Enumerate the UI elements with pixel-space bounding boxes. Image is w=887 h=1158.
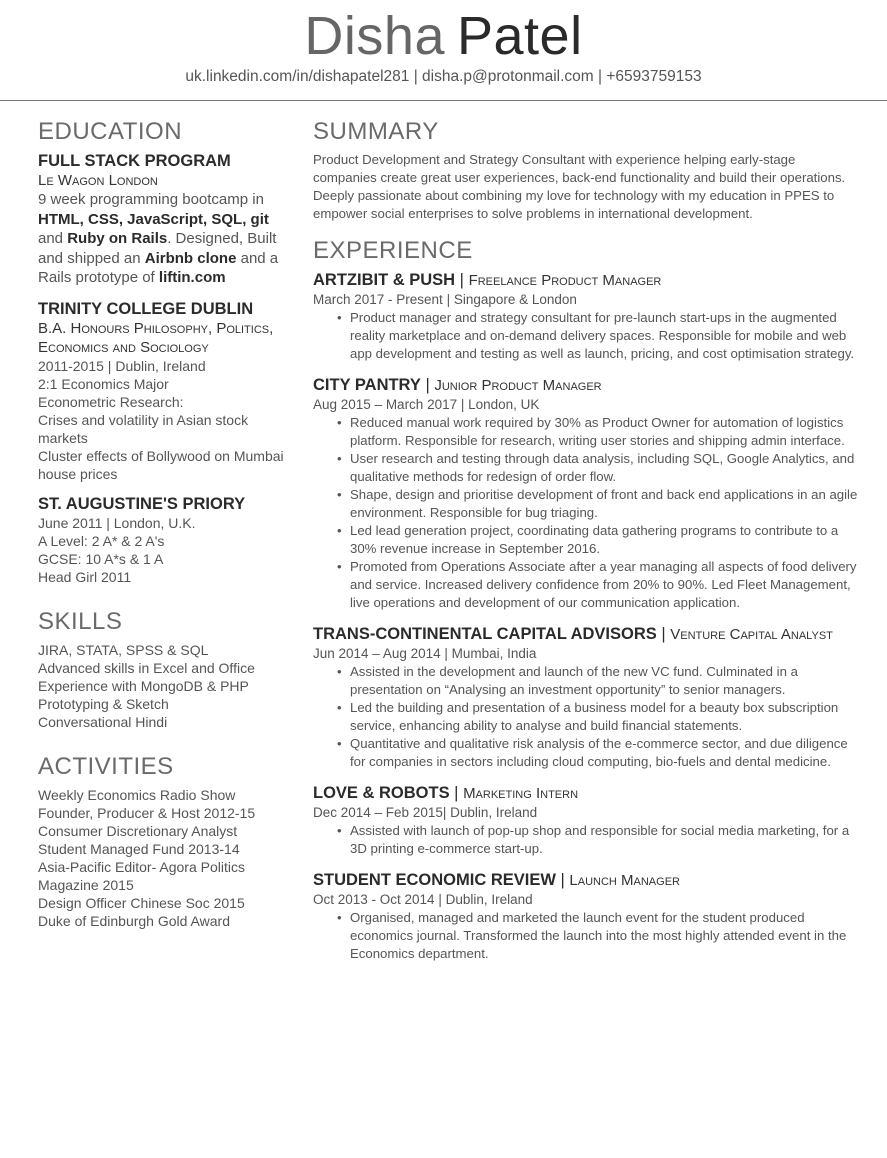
skill-item: Experience with MongoDB & PHP (38, 677, 249, 694)
activity-item: Duke of Edinburgh Gold Award (38, 912, 230, 929)
education-detail: Head Girl 2011 (38, 568, 132, 585)
bootcamp-project: liftin.com (158, 269, 226, 286)
activity-item: Asia-Pacific Editor- Agora Politics Magazine 2015 (38, 858, 245, 893)
job-dates-location: Jun 2014 – Aug 2014 | Mumbai, India (313, 646, 537, 661)
candidate-name (0, 4, 887, 68)
education-detail: June 2011 | London, U.K. (38, 514, 196, 531)
school-name: TRINITY COLLEGE DUBLIN (38, 299, 254, 318)
job-bullet: • Promoted from Operations Associate after a year managing all aspects of food delivery and service. Increased delivery confidence from 20% to 90%. Led Fleet Management, live operations and development of our communication application. (350, 558, 858, 612)
activity-item: Consumer Discretionary Analyst Student Managed Fund 2013-14 (38, 822, 240, 857)
job-dates-location: Dec 2014 – Feb 2015| Dublin, Ireland (313, 805, 538, 820)
bootcamp-text: . Designed, Built and shipped an (38, 230, 277, 267)
job-bullet: • Assisted in the development and launch of the new VC fund. Culminated in a presentation on “Analysing an investment opportunity” to senior managers. (350, 663, 858, 699)
education-entry (38, 494, 288, 586)
education-detail: 2:1 Economics Major (38, 375, 169, 392)
job-bullet: • Led the building and presentation of a business model for a beauty box subscription service, enhancing ability to analyse and build financial statements. (350, 699, 858, 735)
job-bullet: • Quantitative and qualitative risk analysis of the e-commerce sector, and due diligence for companies in sectors including cloud computing, bio-fuels and dental medicine. (350, 735, 858, 771)
job-bullet: • Organised, managed and marketed the launch event for the student produced economics journal. Transformed the launch into the most highly attended event in the Economics department. (350, 909, 858, 963)
job-bullets (313, 822, 858, 858)
resume-header (0, 0, 887, 102)
right-column (313, 118, 858, 975)
job-bullet: • User research and testing through data analysis, including SQL, Google Analytics, and qualitative methods for redesign of order flow. (350, 450, 858, 486)
skill-item: Conversational Hindi (38, 713, 168, 730)
job-heading: STUDENT ECONOMIC REVIEW | Launch Manager (313, 871, 680, 889)
company-name: CITY PANTRY (313, 376, 421, 394)
degree-title: B.A. Honours Philosophy, Politics, Economics and Sociology (38, 319, 274, 356)
job-heading: TRANS-CONTINENTAL CAPITAL ADVISORS | Venture Capital Analyst (313, 625, 833, 643)
school-subtitle: Le Wagon London (38, 172, 158, 189)
job-entry (313, 270, 858, 363)
job-dates-location: Aug 2015 – March 2017 | London, UK (313, 397, 540, 412)
job-bullets (313, 309, 858, 363)
contact-line: uk.linkedin.com/in/dishapatel281 | disha.p@protonmail.com | +6593759153 (185, 68, 702, 85)
job-entry (313, 783, 858, 858)
job-bullets (313, 663, 858, 771)
summary-title: SUMMARY (313, 118, 439, 145)
skill-item: Advanced skills in Excel and Office (38, 659, 255, 676)
skill-item: JIRA, STATA, SPSS & SQL (38, 641, 209, 658)
company-name: TRANS-CONTINENTAL CAPITAL ADVISORS (313, 625, 657, 643)
school-name: ST. AUGUSTINE'S PRIORY (38, 494, 246, 513)
summary-text: Product Development and Strategy Consultant with experience helping early-stage companies create great user experiences, back-end functionality and build their operations. Deeply passionate about combining my love for technology with my education in PPES to empower social enterprises to solve problems in international development. (313, 152, 846, 221)
job-dates-location: Oct 2013 - Oct 2014 | Dublin, Ireland (313, 892, 533, 907)
activity-item: Weekly Economics Radio Show Founder, Producer & Host 2012-15 (38, 786, 256, 821)
bootcamp-description (38, 190, 288, 288)
education-detail: GCSE: 10 A*s & 1 A (38, 550, 164, 567)
company-name: STUDENT ECONOMIC REVIEW (313, 871, 556, 889)
bootcamp-project: Airbnb clone (144, 249, 237, 267)
job-role: Launch Manager (569, 872, 680, 889)
company-name: LOVE & ROBOTS (313, 784, 450, 802)
bootcamp-text: and a Rails prototype of (38, 249, 279, 286)
bootcamp-text: 9 week programming bootcamp in (38, 191, 264, 208)
job-role: Venture Capital Analyst (670, 626, 833, 643)
job-role: Junior Product Manager (434, 377, 602, 394)
education-detail: Crises and volatility in Asian stock markets (38, 411, 249, 446)
job-role: Marketing Intern (463, 785, 579, 802)
bootcamp-text: and (38, 230, 68, 247)
education-detail: Econometric Research: (38, 393, 184, 410)
bootcamp-tech: HTML, CSS, JavaScript, SQL, git (38, 210, 269, 228)
activity-item: Design Officer Chinese Soc 2015 (38, 894, 245, 911)
job-bullet: • Led lead generation project, coordinating data gathering programs to contribute to a 30% revenue increase in September 2016. (350, 522, 858, 558)
last-name: Patel (456, 6, 583, 66)
education-detail: Cluster effects of Bollywood on Mumbai house prices (38, 447, 284, 482)
experience-title: EXPERIENCE (313, 237, 473, 264)
job-bullet: • Product manager and strategy consultant for pre-launch start-ups in the augmented reality marketplace and on-demand delivery spaces. Responsible for mobile and web app development and testing as well as launch, pricing, and cost optimisation strategy. (350, 309, 858, 363)
activities-title: ACTIVITIES (38, 752, 174, 780)
job-entry (313, 624, 858, 771)
job-heading: ARTZIBIT & PUSH | Freelance Product Manager (313, 271, 662, 289)
skill-item: Prototyping & Sketch (38, 695, 169, 712)
education-title: EDUCATION (38, 118, 183, 145)
first-name: Disha (304, 6, 445, 66)
header-divider (0, 100, 887, 101)
job-bullets (313, 909, 858, 963)
company-name: ARTZIBIT & PUSH (313, 271, 456, 289)
job-bullet: • Assisted with launch of pop-up shop and responsible for social media marketing, for a 3D printing e-commerce start-up. (350, 822, 858, 858)
education-entry (38, 299, 288, 483)
education-entry (38, 151, 288, 288)
left-column (38, 118, 288, 930)
skills-title: SKILLS (38, 607, 123, 635)
job-heading: LOVE & ROBOTS | Marketing Intern (313, 784, 579, 802)
bootcamp-tech: Ruby on Rails (67, 230, 168, 247)
job-entry (313, 375, 858, 612)
education-detail: 2011-2015 | Dublin, Ireland (38, 357, 206, 374)
job-bullet: • Shape, design and prioritise development of front and back end applications in an agile environment. Responsible for bug triaging. (350, 486, 858, 522)
job-heading: CITY PANTRY | Junior Product Manager (313, 376, 602, 394)
job-dates-location: March 2017 - Present | Singapore & London (313, 292, 577, 307)
job-role: Freelance Product Manager (468, 272, 662, 289)
job-bullets (313, 414, 858, 612)
school-name: FULL STACK PROGRAM (38, 152, 231, 170)
job-entry (313, 870, 858, 963)
education-detail: A Level: 2 A* & 2 A's (38, 532, 165, 549)
job-bullet: • Reduced manual work required by 30% as Product Owner for automation of logistics platform. Responsible for research, writing user stories and shipping admin interface. (350, 414, 858, 450)
